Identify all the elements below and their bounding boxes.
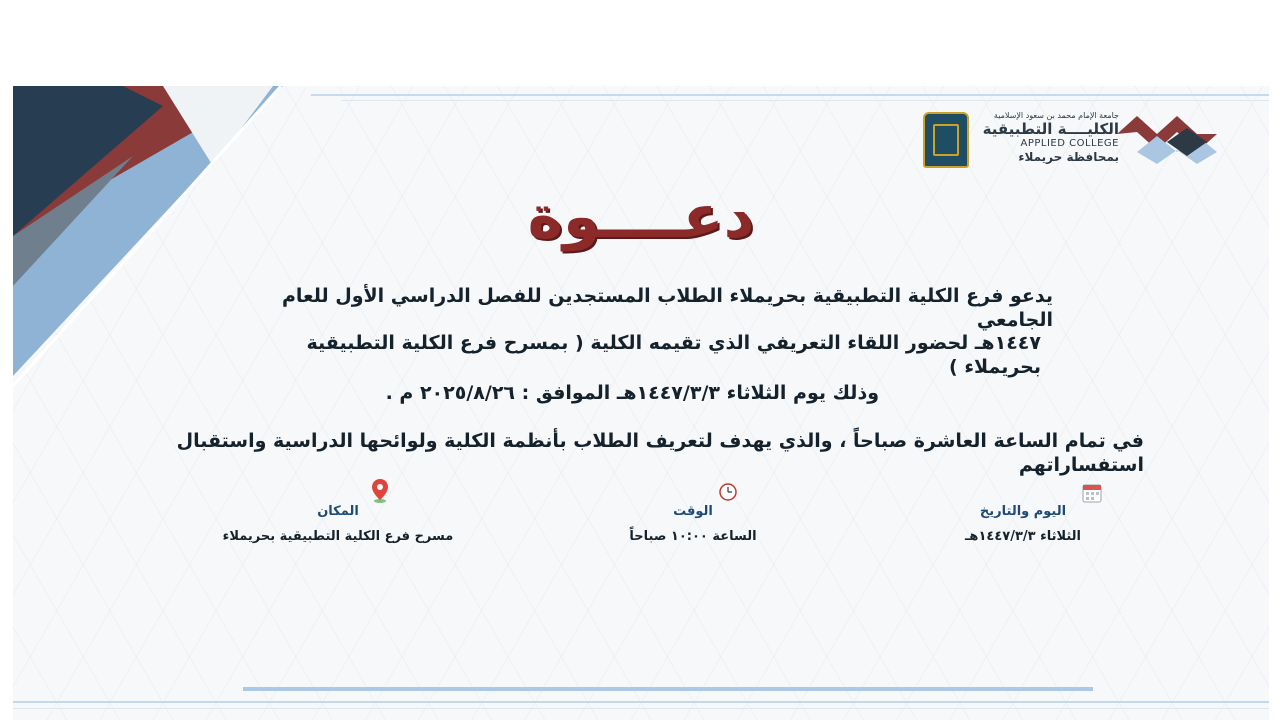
location-pin-icon [371, 478, 389, 504]
university-seal-icon [923, 112, 969, 168]
bottom-line-3 [13, 708, 1269, 709]
logo-college-ar-text: الكليــــة التطبيقية [982, 120, 1119, 138]
time-label: الوقت [673, 504, 713, 519]
bottom-line-1 [243, 687, 1093, 691]
place-value: مسرح فرع الكلية التطبيقية بحريملاء [222, 529, 454, 544]
date-value: الثلاثاء ١٤٤٧/٣/٣هـ [964, 529, 1082, 544]
top-line-1 [311, 94, 1269, 96]
clock-icon [718, 482, 738, 502]
body-line-1: يدعو فرع الكلية التطبيقية بحريملاء الطلاب المستجدين للفصل الدراسي الأول للعام الجامعي [281, 285, 1053, 331]
body-line-4: في تمام الساعة العاشرة صباحاً ، والذي يهدف لتعريف الطلاب بأنظمة الكلية ولوائحها الدراسية واستقبال استفساراتهم [176, 430, 1144, 476]
invitation-slide [13, 86, 1269, 720]
body-line-2: ١٤٤٧هـ لحضور اللقاء التعريفي الذي تقيمه الكلية ( بمسرح فرع الكلية التطبيقية بحريملاء ) [306, 332, 1041, 378]
logo-branch-text: بمحافظة حريملاء [1018, 150, 1119, 164]
logo-mark-icon [1117, 114, 1217, 164]
top-decorative-lines [281, 86, 1269, 106]
body-line-3: وذلك يوم الثلاثاء ١٤٤٧/٣/٣هـ الموافق : ٢٠٢٥/٨/٢٦ م . [385, 382, 879, 404]
date-label: اليوم والتاريخ [979, 504, 1067, 519]
place-label: المكان [317, 504, 359, 519]
invitation-title: دعــــوة [527, 182, 755, 252]
logo-college-en-text: APPLIED COLLEGE [1020, 138, 1119, 149]
info-date [938, 482, 1108, 544]
bottom-line-2 [13, 701, 1269, 703]
calendar-icon [1081, 482, 1103, 504]
info-place [213, 482, 463, 544]
logo-university-text: جامعة الإمام محمد بن سعود الإسلامية [993, 111, 1119, 120]
applied-college-logo [919, 110, 1221, 170]
info-time [613, 482, 773, 544]
top-line-2 [341, 100, 1269, 101]
time-value: الساعة ١٠:٠٠ صباحاً [629, 529, 757, 544]
